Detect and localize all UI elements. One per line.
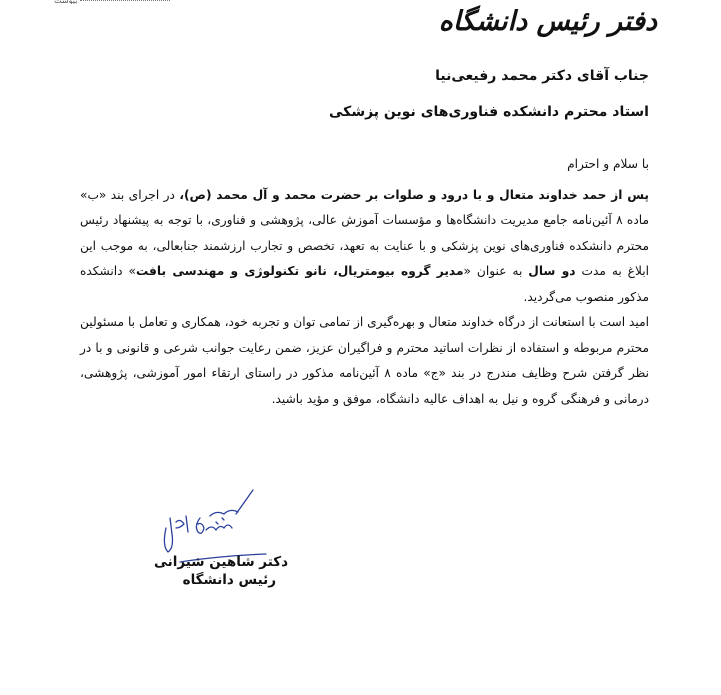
signature-stroke	[206, 525, 232, 530]
attachment-dotted-line	[80, 0, 170, 1]
recipient-name: جناب آقای دکتر محمد رفیعی‌نیا	[435, 68, 649, 84]
signature-stroke	[176, 520, 184, 528]
appointment-text-c: » دانشکده مذکور منصوب می‌گردید.	[80, 264, 649, 304]
appointment-text-a: در اجرای بند «ب» ماده ۸ آئین‌نامه جامع مدیریت دانشگاه‌ها و مؤسسات آموزش عالی، پژوهشی و فناوری، با توجه به پیشنهاد رئیس محترم دانشکده فناوری‌های نوین پزشکی و با عنایت به تعهد، تخصص و تجارب ارزشمند جنابعالی، به موجب این ابلاغ به مدت	[80, 187, 650, 278]
signature-stroke	[164, 518, 172, 552]
signature-block	[150, 488, 310, 598]
appointment-duration: دو سال	[528, 264, 576, 278]
appointment-text-b: به عنوان «	[463, 264, 529, 278]
letter-body	[80, 152, 649, 412]
opening-invocation: پس از حمد خداوند متعال و با درود و صلوات بر حضرت محمد و آل محمد (ص)،	[179, 187, 650, 202]
recipient-position: استاد محترم دانشکده فناوری‌های نوین پزشکی	[329, 104, 649, 120]
signature-stroke	[186, 516, 188, 532]
appointment-paragraph	[80, 183, 649, 311]
greeting: با سلام و احترام	[567, 157, 649, 171]
signature-stroke	[196, 518, 204, 533]
signature-stroke	[236, 490, 253, 514]
signature-stroke	[210, 510, 238, 516]
closing-paragraph: امید است با استعانت از درگاه خداوند متعال و بهره‌گیری از تمامی توان و تجربه خود، همکاری و تعامل با مسئولین محترم مربوطه و استفاده از نظرات اساتید محترم و فراگیران عزیز، ضمن رعایت جوانب شرعی و قانونی و با در نظر گرفتن شرح وظایف مندرج در بند «ج» ماده ۸ آئین‌نامه مذکور در راستای ارتقاء امور آموزشی، پژوهشی، درمانی و فرهنگی گروه و نیل به اهداف عالیه دانشگاه، موفق و مؤید باشید.	[80, 315, 649, 406]
signer-name: دکتر شاهین شیرانی	[154, 554, 288, 570]
attachment-field	[30, 0, 170, 4]
signer-title: رئیس دانشگاه	[182, 572, 276, 588]
office-letterhead-title: دفتر رئیس دانشگاه	[438, 6, 657, 37]
appointment-position: مدیر گروه بیومتریال، نانو تکنولوژی و مهندسی بافت	[135, 264, 464, 278]
attachment-label	[54, 0, 77, 4]
signature-stroke	[216, 518, 224, 524]
